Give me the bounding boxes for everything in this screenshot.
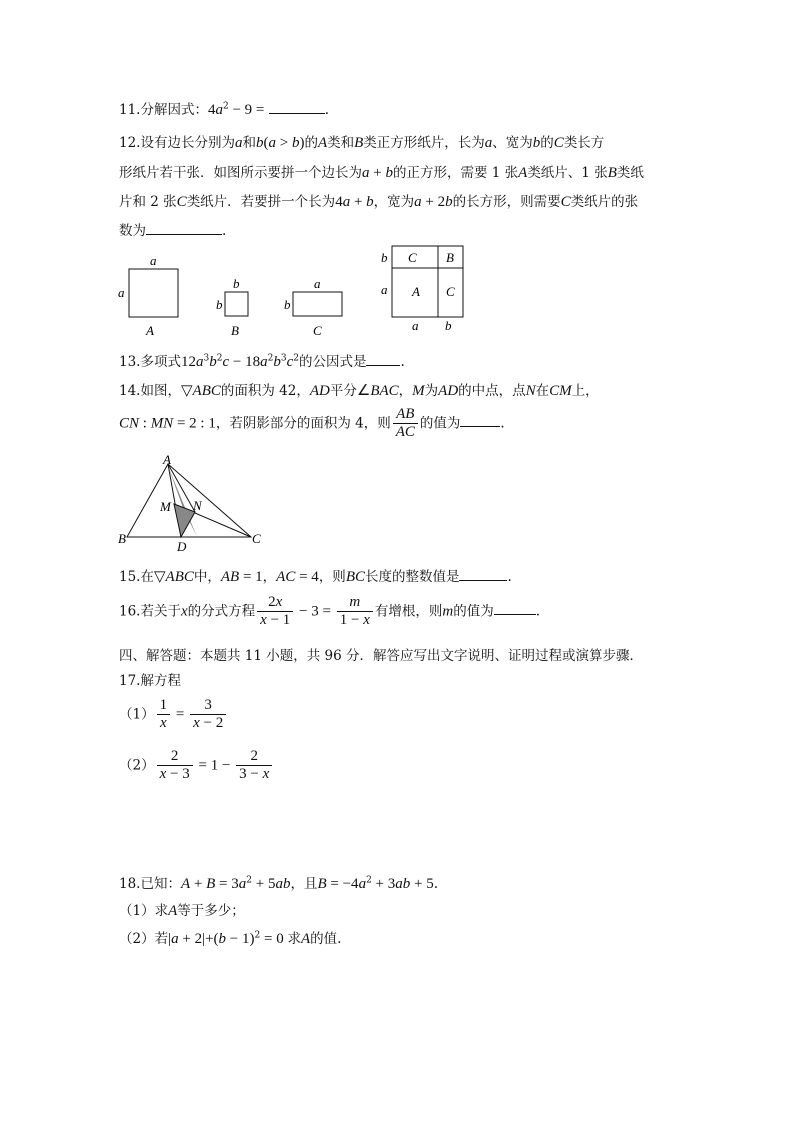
side-b: b — [381, 250, 388, 265]
label-B: B — [231, 323, 239, 338]
q13: 13.多项式$12a^3b^2c - 18a^2b^3c^2$的公因式是 . — [119, 353, 405, 370]
q16: 16.若关于x的分式方程 $\frac{2x}{x - 1}$ − 3 = $\frac{m}{1 - x}$ 有增根，则m的值为 . — [119, 594, 540, 629]
q12-line2: 形纸片若干张．如图所示要拼一个边长为a + b的正方形，需要 1 张A类纸片、1 张B类纸 — [119, 165, 644, 181]
label-b-left: b — [216, 297, 223, 312]
bottom-b: b — [445, 318, 452, 333]
q14-figure — [115, 452, 270, 552]
answer-blank — [366, 353, 400, 366]
square-a — [129, 269, 178, 317]
cell-A: A — [412, 284, 420, 299]
q18-part2: （2）若$|a + 2|+(b - 1)^2 = 0$ 求A的值. — [119, 930, 342, 947]
q14-line2: CN : MN = 2 : 1，若阴影部分的面积为 4，则 $\frac{AB}{AC}$ 的值为 . — [119, 406, 505, 441]
q12-line4: 数为 . — [119, 223, 227, 239]
q15: 15.在▽ABC中，AB = 1，AC = 4，则BC长度的整数值是 . — [119, 569, 512, 585]
answer-blank — [494, 602, 536, 615]
label-M: M — [160, 499, 171, 514]
side-a: a — [381, 282, 388, 297]
answer-blank — [459, 568, 507, 581]
cell-C-top: C — [408, 250, 417, 265]
q17-part1: （1） $\frac{1}{x}$ = $\frac{3}{x - 2}$ — [119, 697, 228, 733]
label-a-left: a — [118, 285, 125, 300]
label-A: A — [146, 323, 154, 338]
label-b-top: b — [233, 276, 240, 291]
bottom-a: a — [412, 318, 419, 333]
q12-figure — [110, 243, 480, 340]
label-B: B — [118, 531, 126, 546]
label-a-top-c: a — [314, 276, 321, 291]
label-N: N — [193, 498, 202, 513]
cell-B: B — [446, 250, 454, 265]
q17-part2: （2） $\frac{2}{x - 3}$ = 1 − $\frac{2}{3 - x}$ — [119, 748, 274, 784]
cell-C-right: C — [446, 284, 455, 299]
q12-line1: 12.设有边长分别为a和b(a > b)的A类和B类正方形纸片，长为a、宽为b的C类长方 — [119, 135, 605, 151]
q14-line1: 14.如图，▽ABC的面积为 42，AD平分∠BAC，M为AD的中点，点N在CM上， — [119, 383, 599, 399]
q18-part1: （1）求A等于多少； — [119, 903, 245, 919]
q12-line3: 片和 2 张C类纸片．若要拼一个长为4a + b，宽为a + 2b的长方形，则需要C类纸片的张 — [119, 194, 639, 210]
answer-blank — [460, 414, 500, 427]
rect-c — [293, 292, 342, 316]
q11: 11.分解因式：$4a^2 - 9$ = . — [119, 101, 329, 118]
label-D: D — [177, 539, 187, 552]
section-heading: 四、解答题：本题共 11 小题，共 96 分．解答应写出文字说明、证明过程或演算步骤． — [119, 648, 644, 664]
label-a-top: a — [150, 253, 157, 268]
square-b — [225, 292, 248, 316]
q17-title: 17.解方程 — [119, 673, 181, 689]
answer-blank — [269, 101, 325, 114]
q18: 18.已知：$A + B = 3a^2 + 5ab$，且$B = -4a^2 + 3ab + 5$. — [119, 875, 439, 892]
label-A: A — [163, 452, 171, 467]
answer-blank — [146, 222, 222, 235]
label-C: C — [313, 323, 322, 338]
label-C: C — [252, 531, 261, 546]
label-b-left-c: b — [284, 297, 291, 312]
